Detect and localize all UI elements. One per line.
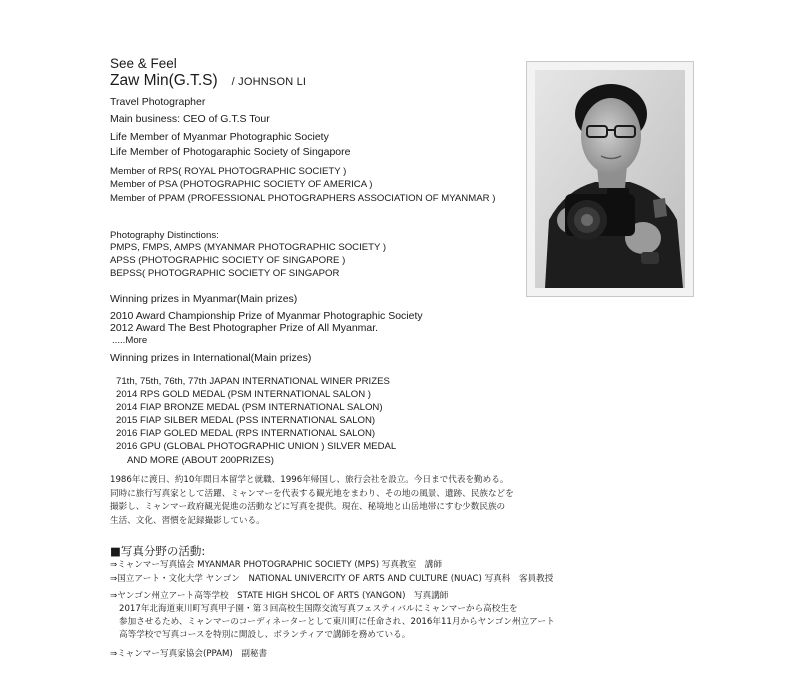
alias-text: / JOHNSON LI <box>231 76 307 88</box>
membership-3: Member of PPAM (PROFESSIONAL PHOTOGRAPHERS ASSOCIATION OF MYANMAR ) <box>110 193 496 204</box>
activity-nuac: ⇒国立アート・文化大学 ヤンゴン NATIONAL UNIVERCITY OF ARTS AND CULTURE (NUAC) 写真科 客員教授 <box>110 574 554 584</box>
intl-prize-4: 2015 FIAP SILBER MEDAL (PSS INTERNATIONAL SALON) <box>116 415 376 426</box>
distinction-3: BEPSS( PHOTOGRAPHIC SOCIETY OF SINGAPOR <box>110 268 340 279</box>
membership-2: Member of PSA (PHOTOGRAPHIC SOCIETY OF AMERICA ) <box>110 179 373 190</box>
myanmar-prizes-heading: Winning prizes in Myanmar(Main prizes) <box>110 293 298 305</box>
name-text: Zaw Min(G.T.S) <box>110 72 218 89</box>
intl-prize-2: 2014 RPS GOLD MEDAL (PSM INTERNATIONAL SALON ) <box>116 389 372 400</box>
intl-prize-3: 2014 FIAP BRONZE MEDAL (PSM INTERNATIONAL SALON) <box>116 402 383 413</box>
school-detail-1: 2017年北海道東川町写真甲子園・第３回高校生国際交流写真フェスティバルにミャンマーから高校生を <box>119 604 518 614</box>
role: Travel Photographer <box>110 96 206 108</box>
myanmar-prize-2: 2012 Award The Best Photographer Prize of All Myanmar. <box>110 322 379 334</box>
tagline: See & Feel <box>110 56 177 71</box>
life-membership-2: Life Member of Photogaraphic Society of Singapore <box>110 146 351 158</box>
bio-line-2: 同時に旅行写真家として活躍、ミャンマーを代表する観光地をまわり、その地の風景、遺跡、民族などを <box>110 488 514 499</box>
myanmar-more-link[interactable]: .....More <box>112 335 148 346</box>
intl-prize-1: 71th, 75th, 76th, 77th JAPAN INTERNATIONAL WINER PRIZES <box>116 376 390 387</box>
activities-heading: ■写真分野の活動: <box>110 544 206 558</box>
school-detail-3: 高等学校で写真コースを特別に開設し、ボランティアで講師を務めている。 <box>119 630 411 640</box>
bio-japanese <box>110 474 514 528</box>
distinction-2: APSS (PHOTOGRAPHIC SOCIETY OF SINGAPORE ) <box>110 255 346 266</box>
photographer-name <box>110 72 306 90</box>
international-prizes-heading: Winning prizes in International(Main prizes) <box>110 352 312 364</box>
distinctions-heading: Photography Distinctions: <box>110 230 219 241</box>
membership-1: Member of RPS( ROYAL PHOTOGRAPHIC SOCIETY ) <box>110 166 347 177</box>
life-membership-1: Life Member of Myanmar Photographic Society <box>110 131 329 143</box>
portrait-photo <box>535 70 685 288</box>
activity-ppam: ⇒ミャンマー写真家協会(PPAM) 副秘書 <box>110 649 268 659</box>
intl-prize-5: 2016 FIAP GOLED MEDAL (RPS INTERNATIONAL SALON) <box>116 428 376 439</box>
bio-line-1: 1986年に渡日、約10年間日本留学と就職、1996年帰国し、旅行会社を設立。今日まで代表を勤める。 <box>110 475 509 485</box>
school-detail-2: 参加させるため、ミャンマーのコーディネーターとして東川町に任命され、2016年11月からヤンゴン州立アート <box>119 617 555 627</box>
myanmar-prize-1: 2010 Award Championship Prize of Myanmar Photographic Society <box>110 310 423 322</box>
activity-mps: ⇒ミャンマー写真協会 MYANMAR PHOTOGRAPHIC SOCIETY (MPS) 写真教室 講師 <box>110 560 442 570</box>
intl-prize-6: 2016 GPU (GLOBAL PHOTOGRAPHIC UNION ) SILVER MEDAL <box>116 441 397 452</box>
photographer-portrait-illustration <box>535 70 685 288</box>
intl-prize-more: AND MORE (ABOUT 200PRIZES) <box>127 455 274 466</box>
portrait-frame <box>526 61 694 297</box>
bio-line-4: 生活、文化、習慣を記録撮影している。 <box>110 515 265 526</box>
activity-school: ⇒ヤンゴン州立アート高等学校 STATE HIGH SHCOL OF ARTS (YANGON) 写真講師 <box>110 591 449 601</box>
bio-line-3: 撮影し、ミャンマー政府観光促進の活動などに写真を提供。現在、秘境地と山岳地帯にすむ少数民族の <box>110 502 506 513</box>
main-business: Main business: CEO of G.T.S Tour <box>110 113 270 125</box>
distinction-1: PMPS, FMPS, AMPS (MYANMAR PHOTOGRAPHIC SOCIETY ) <box>110 242 387 253</box>
